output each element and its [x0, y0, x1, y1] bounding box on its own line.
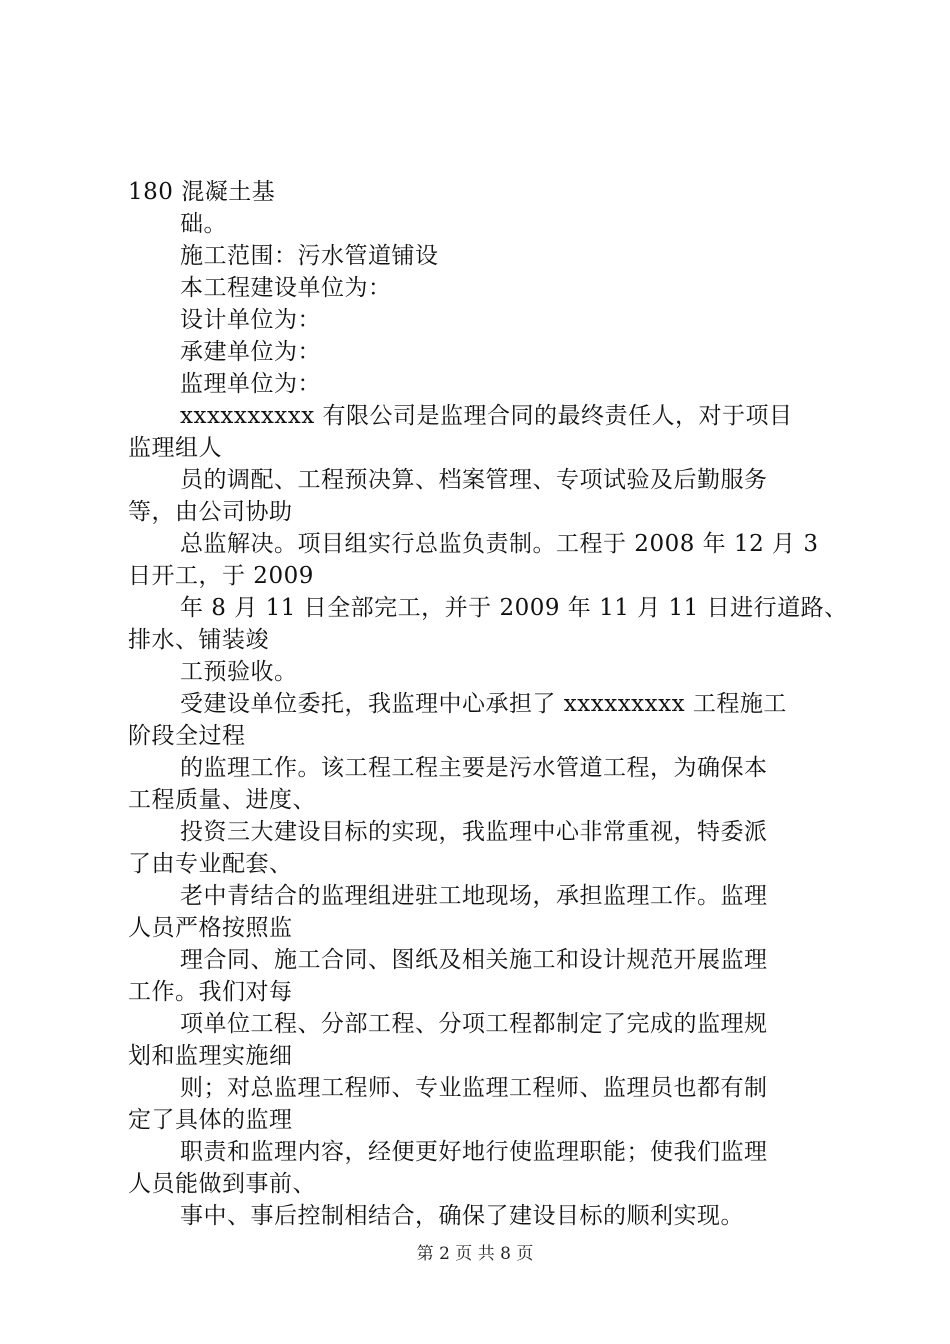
text-line: 了由专业配套、	[128, 851, 293, 877]
text-line: 职责和监理内容，经便更好地行使监理职能；使我们监理	[180, 1139, 768, 1165]
text-line: 施工范围：污水管道铺设	[180, 243, 439, 269]
text-line: 的监理工作。该工程工程主要是污水管道工程，为确保本	[180, 755, 768, 781]
text-line: 划和监理实施细	[128, 1043, 293, 1069]
text-line: 础。	[180, 211, 227, 237]
text-line: 事中、事后控制相结合，确保了建设目标的顺利实现。	[180, 1203, 744, 1229]
text-line: 排水、铺装竣	[128, 627, 269, 653]
text-line: 工作。我们对每	[128, 979, 293, 1005]
text-line: 设计单位为：	[180, 307, 321, 333]
text-line: 员的调配、工程预决算、档案管理、专项试验及后勤服务	[180, 467, 768, 493]
text-line: 阶段全过程	[128, 723, 246, 749]
text-line: xxxxxxxxxx 有限公司是监理合同的最终责任人，对于项目	[180, 403, 793, 429]
text-line: 日开工，于 2009	[128, 563, 314, 589]
text-line: 年 8 月 11 日全部完工，并于 2009 年 11 月 11 日进行道路、	[180, 595, 848, 621]
text-line: 等，由公司协助	[128, 499, 293, 525]
text-line: 理合同、施工合同、图纸及相关施工和设计规范开展监理	[180, 947, 768, 973]
text-line: 总监解决。项目组实行总监负责制。工程于 2008 年 12 月 3	[180, 531, 819, 557]
text-line: 监理组人	[128, 435, 222, 461]
text-line: 工预验收。	[180, 659, 298, 685]
text-line: 则；对总监理工程师、专业监理工程师、监理员也都有制	[180, 1075, 768, 1101]
document-body	[128, 176, 848, 1232]
text-line: 承建单位为：	[180, 339, 321, 365]
text-line: 受建设单位委托，我监理中心承担了 xxxxxxxxx 工程施工	[180, 691, 787, 717]
text-line: 项单位工程、分部工程、分项工程都制定了完成的监理规	[180, 1011, 768, 1037]
page-footer: 第 2 页 共 8 页	[416, 1244, 534, 1264]
text-line: 本工程建设单位为：	[180, 275, 392, 301]
text-line: 180 混凝土基	[128, 179, 276, 205]
text-line: 人员严格按照监	[128, 915, 293, 941]
text-line: 投资三大建设目标的实现，我监理中心非常重视，特委派	[180, 819, 768, 845]
text-line: 人员能做到事前、	[128, 1171, 316, 1197]
text-line: 老中青结合的监理组进驻工地现场，承担监理工作。监理	[180, 883, 768, 909]
text-line: 监理单位为：	[180, 371, 321, 397]
text-line: 工程质量、进度、	[128, 787, 316, 813]
text-line: 定了具体的监理	[128, 1107, 293, 1133]
